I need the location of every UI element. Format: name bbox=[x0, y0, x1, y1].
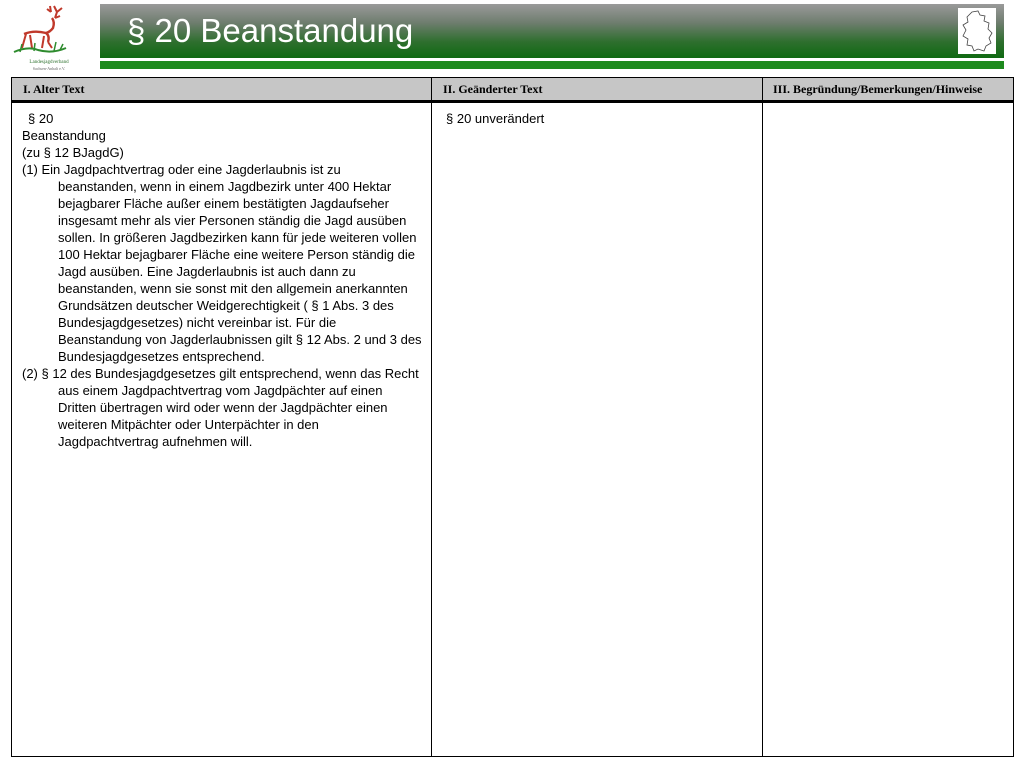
old-text-paragraph-1: (1) Ein Jagdpachtvertrag oder eine Jagderlaubnis ist zu beanstanden, wenn in einem Jagdbezirk unter 400 Hektar bejagbarer Fläche außer einem bestätigten Jagdaufseher insgesamt mehr als vier Personen ständig die Jagd ausüben sollen. In größeren Jagdbezirken kann für jede weiteren vollen 100 Hektar bejagbarer Fläche eine weitere Person ständig die Jagd ausüben. Eine Jagderlaubnis ist auch dann zu beanstanden, wenn sie sonst mit den allgemein anerkannten Grundsätzen deutscher Weidgerechtigkeit ( § 1 Abs. 3 des Bundesjagdgesetzes) nicht vereinbar ist. Für die Beanstandung von Jagderlaubnissen gilt § 12 Abs. 2 und 3 des Bundesjagdgesetzes entsprechend. bbox=[22, 162, 422, 364]
comparison-table bbox=[11, 77, 1014, 757]
logo-line1: Landesjagdverband bbox=[29, 60, 69, 65]
title-banner bbox=[100, 4, 1004, 58]
table-row bbox=[12, 102, 1014, 757]
old-text-section: § 20 bbox=[28, 111, 54, 126]
column-header-remarks: III. Begründung/Bemerkungen/Hinweise bbox=[763, 78, 1014, 102]
new-text-cell: § 20 unverändert bbox=[432, 102, 763, 757]
logo-text bbox=[8, 60, 90, 72]
old-text-reference: (zu § 12 BJagdG) bbox=[22, 145, 124, 160]
deer-logo-icon bbox=[8, 2, 90, 60]
old-text-paragraph-2: (2) § 12 des Bundesjagdgesetzes gilt entsprechend, wenn das Recht aus einem Jagdpachtvertrag vom Jagdpächter auf einen Dritten übertragen wird oder wenn der Jagdpächter einen weiteren Mitpächter oder Unterpächter in den Jagdpachtvertrag aufnehmen will. bbox=[22, 366, 419, 449]
table-header-row bbox=[12, 78, 1014, 102]
sachsen-anhalt-map-icon bbox=[958, 8, 996, 54]
page-title: § 20 Beanstandung bbox=[127, 12, 414, 49]
logo bbox=[8, 2, 90, 72]
column-header-new-text: II. Geänderter Text bbox=[432, 78, 763, 102]
column-header-old-text: I. Alter Text bbox=[12, 78, 432, 102]
old-text-cell bbox=[12, 102, 432, 757]
remarks-cell bbox=[763, 102, 1014, 757]
old-text-heading: Beanstandung bbox=[22, 128, 106, 143]
header-green-bar bbox=[100, 61, 1004, 69]
logo-line2: Sachsen-Anhalt e.V. bbox=[32, 66, 66, 71]
